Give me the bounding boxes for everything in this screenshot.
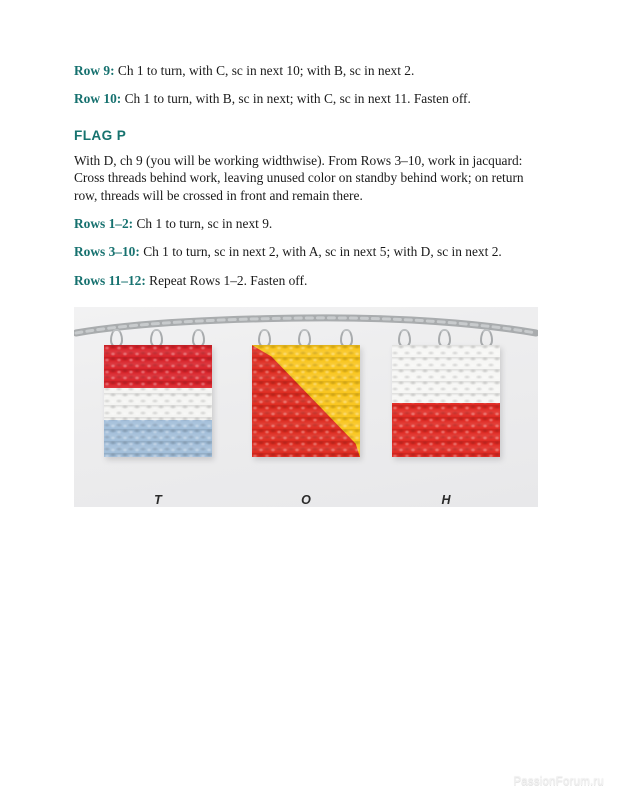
flag-color-band — [104, 345, 212, 388]
paragraph-intro: With D, ch 9 (you will be working widthwise). From Rows 3–10, work in jacquard: Cross threads behind work, leaving unused color on standby behind work; on return row, threads will be crossed in front and remain there. — [74, 152, 524, 203]
paragraph-rows-11-12 — [74, 272, 540, 289]
row-10-text: Ch 1 to turn, with B, sc in next; with C, sc in next 11. Fasten off. — [121, 91, 471, 107]
paragraph-row-9 — [74, 62, 540, 79]
paragraph-rows-1-2 — [74, 215, 540, 232]
flag-group-t — [104, 333, 212, 508]
row-9-label: Row 9: — [74, 63, 115, 78]
site-watermark: PassionForum.ru — [513, 776, 604, 788]
rows-3-10-label: Rows 3–10: — [74, 244, 140, 260]
rows-11-12-text: Repeat Rows 1–2. Fasten off. — [145, 272, 308, 288]
flag-color-band — [104, 420, 212, 457]
rows-11-12-label: Rows 11–12: — [74, 272, 146, 288]
rows-3-10-text: Ch 1 to turn, sc in next 2, with A, sc in next 5; with D, sc in next 2. — [139, 244, 502, 260]
flag-caption-o: O — [301, 493, 311, 508]
section-heading-flag-p: FLAG P — [74, 127, 127, 143]
crochet-flag-o — [252, 345, 360, 457]
rows-1-2-text: Ch 1 to turn, sc in next 9. — [133, 216, 273, 232]
row-9-text: Ch 1 to turn, with C, sc in next 10; with B, sc in next 2. — [114, 63, 415, 78]
paragraph-row-10 — [74, 90, 540, 107]
row-10-label: Row 10: — [74, 91, 122, 107]
crochet-flag-h — [392, 345, 500, 457]
page-content — [74, 62, 540, 507]
crochet-flag-t — [104, 345, 212, 457]
rows-1-2-label: Rows 1–2: — [74, 216, 134, 232]
flag-group-h — [392, 333, 500, 508]
flag-hangers-t — [104, 333, 212, 345]
paragraph-rows-3-10 — [74, 243, 540, 260]
flag-hangers-o — [252, 333, 360, 345]
flag-color-band — [104, 388, 212, 420]
flag-hangers-h — [392, 333, 500, 345]
flag-color-band — [392, 345, 500, 403]
flag-group-o — [252, 333, 360, 508]
flags-photograph — [74, 307, 538, 507]
flag-color-band — [392, 403, 500, 457]
flag-caption-t: T — [154, 493, 162, 508]
photo-inner — [74, 307, 538, 507]
flag-caption-h: H — [441, 493, 451, 508]
